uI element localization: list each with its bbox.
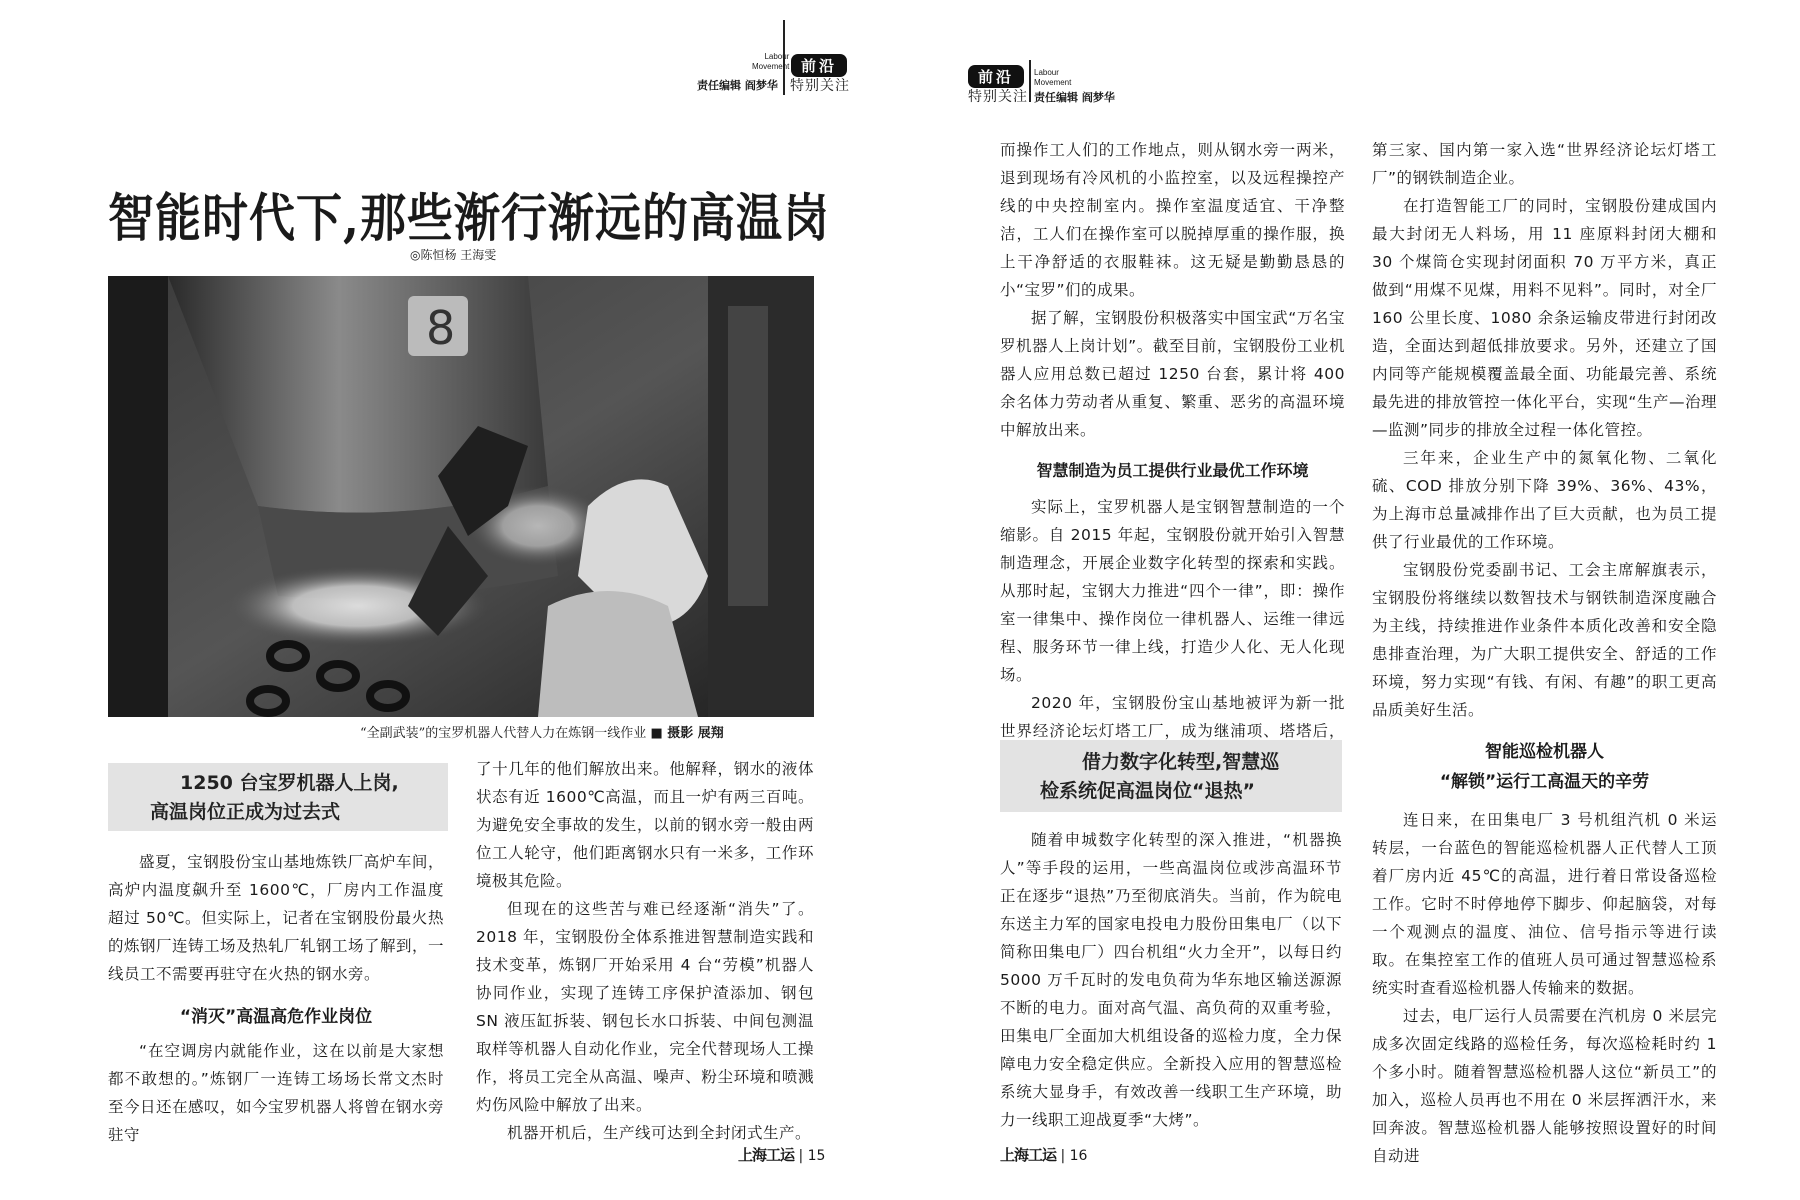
page-footer-right [1000, 1144, 1087, 1165]
editor-credit-right: 责任编辑 阎梦华 [1034, 91, 1115, 104]
paragraph: 实际上，宝罗机器人是宝钢智慧制造的一个缩影。自 2015 年起，宝钢股份就开始引入智慧制造理念，开展企业数字化转型的探索和实践。从那时起，宝钢大力推进“四个一律”，即：操作室一律集中、操作岗位一律机器人、运维一律远程、服务环节一律上线，打造少人化、无人化现场。 [1000, 498, 1345, 684]
column-4 [1372, 136, 1717, 719]
paragraph: 盛夏，宝钢股份宝山基地炼铁厂高炉车间，高炉内温度飙升至 1600℃，厂房内工作温度超过 50℃。但实际上，记者在宝钢股份最火热的炼钢厂连铸工场及热轧厂轧钢工场了解到，一线员工不需要再驻守在火热的钢水旁。 [108, 853, 445, 983]
magazine-logo: 上海工运 [738, 1146, 795, 1164]
section-name-left: 特别关注 [790, 78, 850, 94]
page-number: | 16 [1060, 1148, 1088, 1164]
paragraph: 而操作工人们的工作地点，则从钢水旁一两米，退到现场有冷风机的小监控室，以及远程操控产线的中央控制室内。操作室温度适宜、干净整洁，工人们在操作室可以脱掉厚重的操作服，换上干净舒适的衣服鞋袜。这无疑是勤勤恳恳的小“宝罗”们的成果。 [1000, 141, 1345, 299]
section-box-1-line1: 1250 台宝罗机器人上岗, [180, 772, 399, 794]
article-title: 智能时代下,那些渐行渐远的高温岗 [108, 188, 831, 249]
header-divider-right [1029, 60, 1031, 102]
paragraph: “在空调房内就能作业，这在以前是大家想都不敢想的。”炼钢厂一连铸工场场长常文杰时至今日还在感叹，如今宝罗机器人将曾在钢水旁驻守 [108, 1042, 445, 1144]
column-3 [1000, 136, 1345, 740]
header-label-en-left [752, 52, 789, 72]
paragraph: 连日来，在田集电厂 3 号机组汽机 0 米运转层，一台蓝色的智能巡检机器人正代替人工顶着厂房内近 45℃的高温，进行着日常设备巡检工作。它时不时停地停下脚步、仰起脑袋，对每一个观测点的温度、油位、信号指示等进行读取。在集控室工作的值班人员可通过智慧巡检系统实时查看巡检机器人传输来的数据。 [1372, 811, 1717, 997]
label-movement: Movement [752, 62, 790, 71]
paragraph: 在打造智能工厂的同时，宝钢股份建成国内最大封闭无人料场，用 11 座原料封闭大棚和 30 个煤筒仓实现封闭面积 70 万平方米，真正做到“用煤不见煤，用料不见料”。同时，对全厂 160 公里长度、1080 余条运输皮带进行封闭改造，全面达到超低排放要求。另外，还建立了国内同等产能规模覆盖最全面、功能最完善、系统最先进的排放管控一体化平台，实现“生产—治理—监测”同步的排放全过程一体化管控。 [1372, 197, 1717, 439]
column-1 [108, 848, 445, 1144]
paragraph: 2020 年，宝钢股份宝山基地被评为新一批世界经济论坛灯塔工厂，成为继浦项、塔塔后， [1000, 694, 1345, 740]
article-byline: ◎陈恒杨 王海雯 [410, 248, 497, 262]
subheading: “解锁”运行工高温天的辛劳 [1439, 772, 1650, 792]
paragraph: 三年来，企业生产中的氮氧化物、二氧化硫、COD 排放分别下降 39%、36%、43%，为上海市总量减排作出了巨大贡献，也为员工提供了行业最优的工作环境。 [1372, 449, 1717, 551]
section-name-right: 特别关注 [968, 89, 1028, 105]
paragraph: 据了解，宝钢股份积极落实中国宝武“万名宝罗机器人上岗计划”。截至目前，宝钢股份工业机器人应用总数已超过 1250 台套，累计将 400 余名体力劳动者从重复、繁重、恶劣的高温环境中解放出来。 [1000, 309, 1345, 439]
editor-credit-left: 责任编辑 阎梦华 [697, 79, 778, 92]
paragraph: 过去，电厂运行人员需要在汽机房 0 米层完成多次固定线路的巡检任务，每次巡检耗时约 1 个多小时。随着智慧巡检机器人这位“新员工”的加入，巡检人员再也不用在 0 米层挥洒汗水，来回奔波。智慧巡检机器人能够按照设置好的时间自动进 [1372, 1007, 1717, 1165]
column-6 [1372, 738, 1717, 1165]
label-labour: Labour [1034, 68, 1059, 77]
subheading: 智能巡检机器人 [1485, 742, 1604, 762]
paragraph: 机器开机后，生产线可达到全封闭式生产。 [507, 1124, 812, 1142]
section-box-2-line2: 检系统促高温岗位“退热” [1040, 780, 1255, 802]
caption-text: “全副武装”的宝罗机器人代替人力在炼钢一线作业 [360, 726, 647, 741]
subheading: 智慧制造为员工提供行业最优工作环境 [1036, 461, 1309, 480]
section-tag-right: 前沿 [968, 65, 1024, 88]
paragraph: 了十几年的他们解放出来。他解释，钢水的液体状态有近 1600℃高温，而且一炉有两三百吨。为避免安全事故的发生，以前的钢水旁一般由两位工人轮守，他们距离钢水只有一米多，工作环境极其危险。 [476, 760, 814, 890]
label-movement: Movement [1034, 78, 1072, 87]
article-photo [108, 276, 814, 717]
section-box-1-line2: 高温岗位正成为过去式 [150, 801, 341, 823]
magazine-logo: 上海工运 [1000, 1146, 1057, 1164]
paragraph: 随着申城数字化转型的深入推进，“机器换人”等手段的运用，一些高温岗位或涉高温环节正在逐步“退热”乃至彻底消失。当前，作为皖电东送主力军的国家电投电力股份田集电厂（以下简称田集电厂）四台机组“火力全开”，以每日约 5000 万千瓦时的发电负荷为华东地区输送源源不断的电力。面对高气温、高负荷的双重考验，田集电厂全面加大机组设备的巡检力度，全力保障电力安全稳定供应。全新投入应用的智慧巡检系统大显身手，有效改善一线职工生产环境，助力一线职工迎战夏季“大烤”。 [1000, 831, 1342, 1129]
section-box-2 [1000, 740, 1342, 812]
page-footer-left [738, 1144, 825, 1165]
photo-caption [360, 722, 724, 741]
label-labour: Labour [764, 52, 790, 61]
paragraph: 第三家、国内第一家入选“世界经济论坛灯塔工厂”的钢铁制造企业。 [1372, 141, 1717, 187]
photo-credit: ■ 摄影 展翔 [650, 726, 724, 741]
column-5 [1000, 826, 1342, 1129]
paragraph: 宝钢股份党委副书记、工会主席解旗表示，宝钢股份将继续以数智技术与钢铁制造深度融合为主线，持续推进作业条件本质化改善和安全隐患排查治理，为广大职工提供安全、舒适的工作环境，努力实现“有钱、有闲、有趣”的职工更高品质美好生活。 [1372, 561, 1717, 719]
section-box-1 [108, 763, 448, 831]
paragraph: 但现在的这些苦与难已经逐渐“消失”了。2018 年，宝钢股份全体系推进智慧制造实践和技术变革，炼钢厂开始采用 4 台“劳模”机器人协同作业，实现了连铸工序保护渣添加、钢包 SN 液压缸拆装、钢包长水口拆装、中间包测温取样等机器人自动化作业，完全代替现场人工操作，将员工完全从高温、噪声、粉尘环境和喷溅灼伤风险中解放了出来。 [476, 900, 814, 1114]
section-box-2-line1: 借力数字化转型,智慧巡 [1082, 751, 1280, 773]
subheading: “消灭”高温高危作业岗位 [179, 1007, 373, 1027]
page-number: | 15 [798, 1148, 826, 1164]
column-2 [476, 755, 814, 1142]
svg-text:8: 8 [426, 301, 456, 355]
section-tag-left: 前沿 [791, 54, 847, 77]
steel-plant-photo [108, 276, 814, 717]
header-label-en-right [1034, 68, 1071, 88]
